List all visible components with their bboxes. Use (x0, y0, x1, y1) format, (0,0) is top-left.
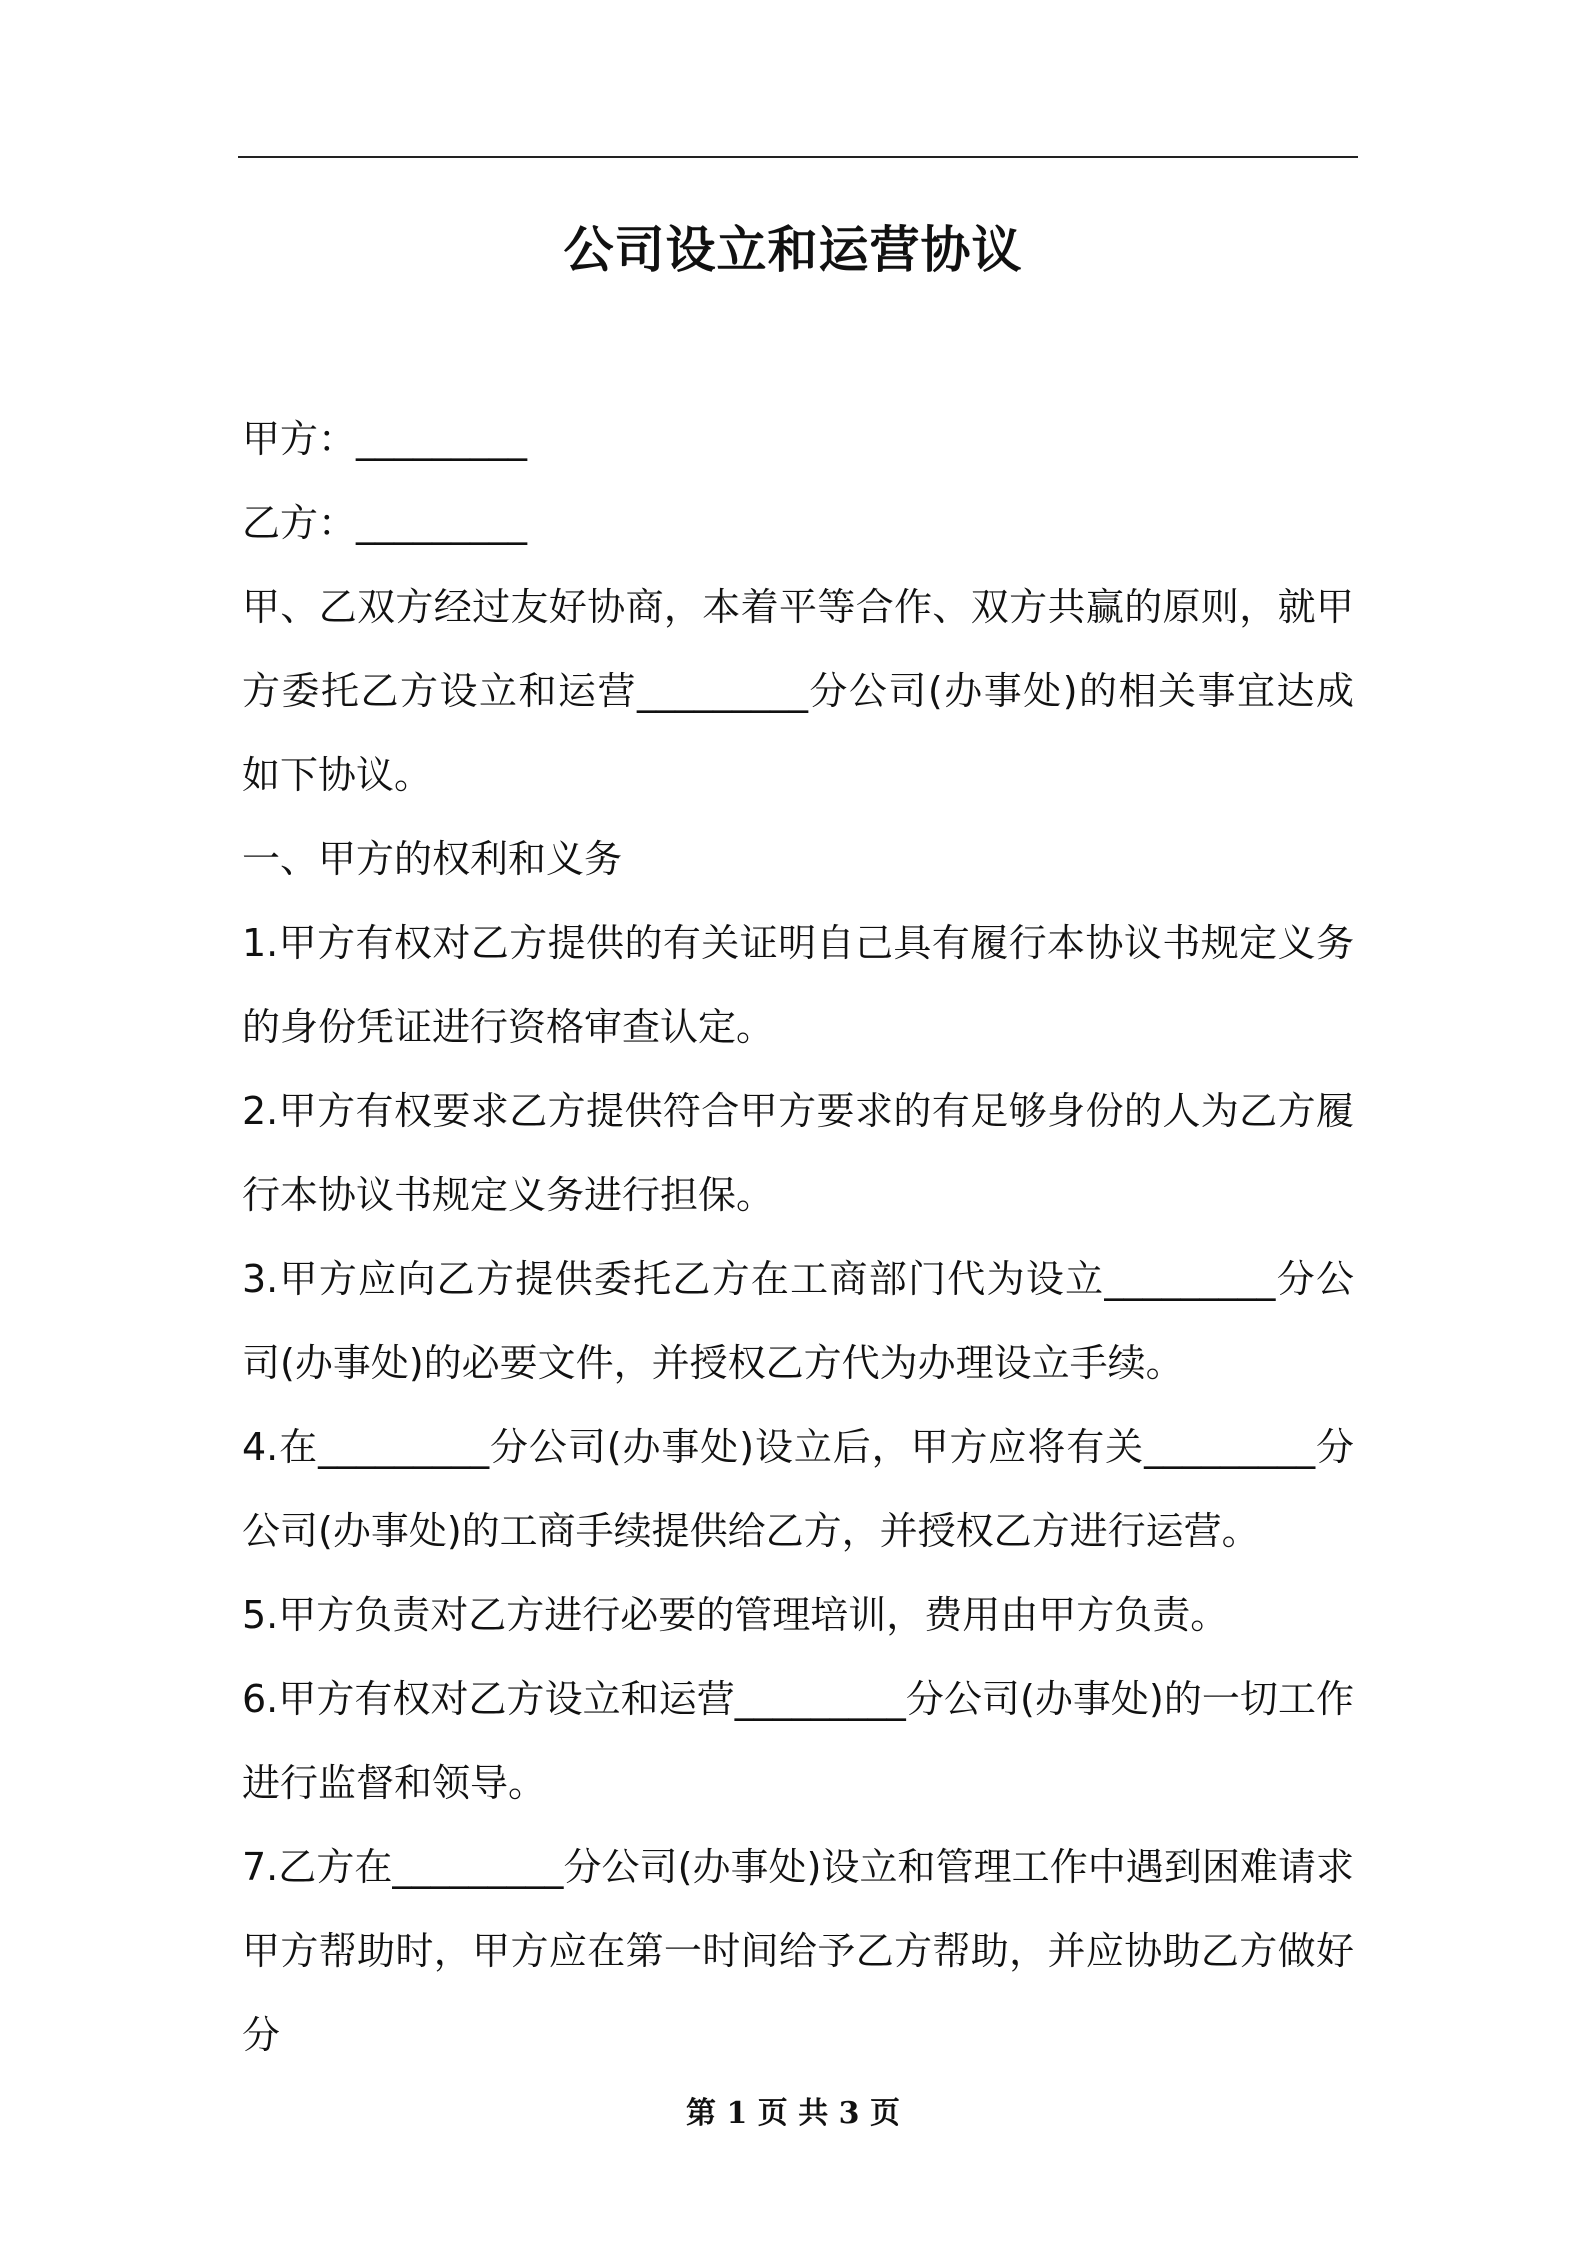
clause-5: 5.甲方负责对乙方进行必要的管理培训，费用由甲方负责。 (242, 1593, 1229, 1637)
page-footer: 第 1 页 共 3 页 (686, 2096, 900, 2131)
header-rule (238, 156, 1358, 158)
document-title: 公司设立和运营协议 (563, 221, 1023, 279)
party-a-line: 甲方：_________ (242, 417, 528, 461)
clause-6: 6.甲方有权对乙方设立和运营_________分公司(办事处)的一切工作进行监督和领导。 (242, 1677, 1354, 1805)
section-heading-party-a-rights: 一、甲方的权利和义务 (242, 837, 623, 881)
clause-4: 4.在_________分公司(办事处)设立后，甲方应将有关_________分公司(办事处)的工商手续提供给乙方，并授权乙方进行运营。 (242, 1425, 1354, 1553)
document-body (242, 397, 1354, 2077)
clause-2: 2.甲方有权要求乙方提供符合甲方要求的有足够身份的人为乙方履行本协议书规定义务进行担保。 (242, 1089, 1354, 1217)
clause-1: 1.甲方有权对乙方提供的有关证明自己具有履行本协议书规定义务的身份凭证进行资格审查认定。 (242, 921, 1354, 1049)
preamble-paragraph: 甲、乙双方经过友好协商，本着平等合作、双方共赢的原则，就甲方委托乙方设立和运营_________分公司(办事处)的相关事宜达成如下协议。 (242, 585, 1354, 797)
party-b-line: 乙方：_________ (242, 501, 528, 545)
clause-7: 7.乙方在_________分公司(办事处)设立和管理工作中遇到困难请求甲方帮助时，甲方应在第一时间给予乙方帮助，并应协助乙方做好分 (242, 1845, 1354, 2057)
clause-3: 3.甲方应向乙方提供委托乙方在工商部门代为设立_________分公司(办事处)的必要文件，并授权乙方代为办理设立手续。 (242, 1257, 1354, 1385)
